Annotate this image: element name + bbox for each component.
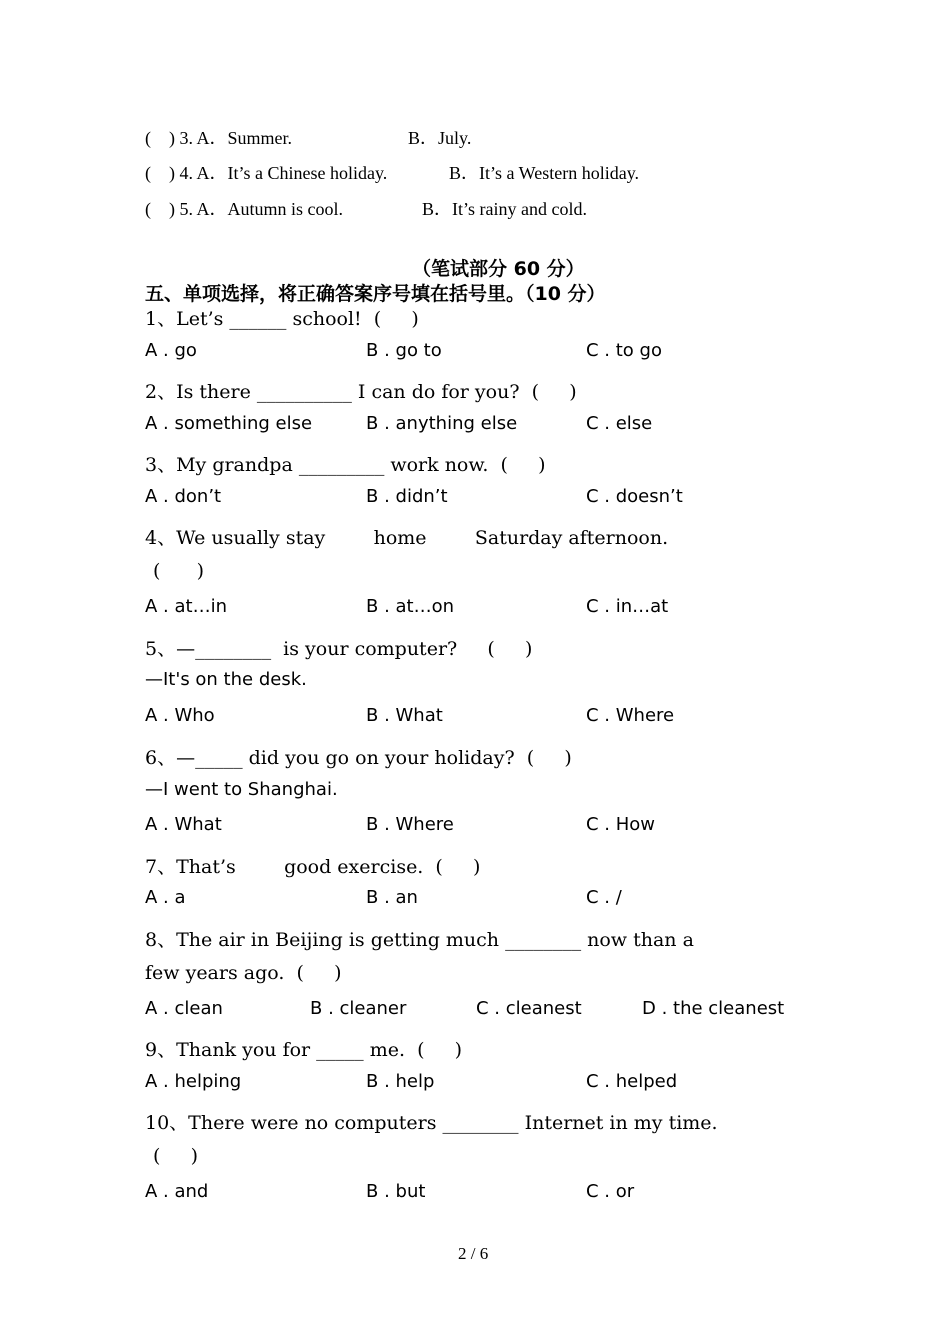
question-7-option-a: A . a bbox=[145, 887, 186, 908]
question-5-option-c: C . Where bbox=[586, 705, 675, 726]
question-8-option-d: D . the cleanest bbox=[642, 998, 785, 1019]
question-3-stem: 3、My grandpa _________ work now. ( ) bbox=[145, 454, 546, 476]
question-4-stem: 4、We usually stay home Saturday afternoon. bbox=[145, 527, 669, 549]
section-5-title: 五、单项选择，将正确答案序号填在括号里。（10 分） bbox=[145, 283, 606, 305]
question-4-stem-cont: ( ) bbox=[153, 560, 205, 582]
page-number: 2 / 6 bbox=[458, 1244, 489, 1263]
listening-item-4-b: B．It’s a Western holiday. bbox=[449, 163, 640, 183]
question-3-option-b: B . didn’t bbox=[366, 486, 448, 507]
question-9-option-a: A . helping bbox=[145, 1071, 242, 1092]
question-1-option-b: B . go to bbox=[366, 340, 442, 361]
question-6-option-b: B . Where bbox=[366, 814, 454, 835]
question-2-option-b: B . anything else bbox=[366, 413, 518, 434]
question-10-stem: 10、There were no computers ________ Internet in my time. bbox=[145, 1112, 718, 1134]
listening-item-5-a: ( ) 5. A．Autumn is cool. bbox=[145, 199, 343, 219]
question-8-option-a: A . clean bbox=[145, 998, 223, 1019]
question-2-stem: 2、Is there __________ I can do for you? ( ) bbox=[145, 381, 577, 403]
question-2-option-a: A . something else bbox=[145, 413, 313, 434]
question-7-option-c: C . / bbox=[586, 887, 622, 908]
question-8-option-b: B . cleaner bbox=[310, 998, 407, 1019]
question-8-stem-cont: few years ago. ( ) bbox=[145, 962, 342, 984]
question-10-option-a: A . and bbox=[145, 1181, 209, 1202]
listening-item-5-b: B．It’s rainy and cold. bbox=[422, 199, 587, 219]
question-4-option-b: B . at…on bbox=[366, 596, 455, 617]
question-6-option-c: C . How bbox=[586, 814, 656, 835]
question-4-option-c: C . in…at bbox=[586, 596, 669, 617]
question-3-option-c: C . doesn’t bbox=[586, 486, 683, 507]
listening-item-3-b: B．July. bbox=[408, 128, 472, 148]
question-10-stem-cont: ( ) bbox=[153, 1145, 199, 1167]
question-8-option-c: C . cleanest bbox=[476, 998, 582, 1019]
question-9-option-c: C . helped bbox=[586, 1071, 678, 1092]
question-6-answer-line: —I went to Shanghai. bbox=[145, 779, 338, 800]
question-8-stem: 8、The air in Beijing is getting much ________ now than a bbox=[145, 929, 694, 951]
question-6-stem: 6、—_____ did you go on your holiday? ( ) bbox=[145, 747, 572, 769]
question-7-stem: 7、That’s good exercise. ( ) bbox=[145, 856, 481, 878]
question-1-option-a: A . go bbox=[145, 340, 197, 361]
question-6-option-a: A . What bbox=[145, 814, 222, 835]
question-5-option-b: B . What bbox=[366, 705, 443, 726]
question-1-option-c: C . to go bbox=[586, 340, 662, 361]
question-2-option-c: C . else bbox=[586, 413, 653, 434]
written-part-header: （笔试部分 60 分） bbox=[412, 258, 585, 280]
question-3-option-a: A . don’t bbox=[145, 486, 222, 507]
question-10-option-c: C . or bbox=[586, 1181, 635, 1202]
question-10-option-b: B . but bbox=[366, 1181, 426, 1202]
question-9-stem: 9、Thank you for _____ me. ( ) bbox=[145, 1039, 463, 1061]
question-5-stem: 5、—________ is your computer? ( ) bbox=[145, 638, 533, 660]
question-9-option-b: B . help bbox=[366, 1071, 435, 1092]
listening-item-3-a: ( ) 3. A．Summer. bbox=[145, 128, 292, 148]
question-7-option-b: B . an bbox=[366, 887, 418, 908]
listening-item-4-a: ( ) 4. A．It’s a Chinese holiday. bbox=[145, 163, 388, 183]
question-5-answer-line: —It's on the desk. bbox=[145, 669, 307, 690]
question-1-stem: 1、Let’s ______ school! ( ) bbox=[145, 308, 419, 330]
question-5-option-a: A . Who bbox=[145, 705, 215, 726]
question-4-option-a: A . at…in bbox=[145, 596, 227, 617]
